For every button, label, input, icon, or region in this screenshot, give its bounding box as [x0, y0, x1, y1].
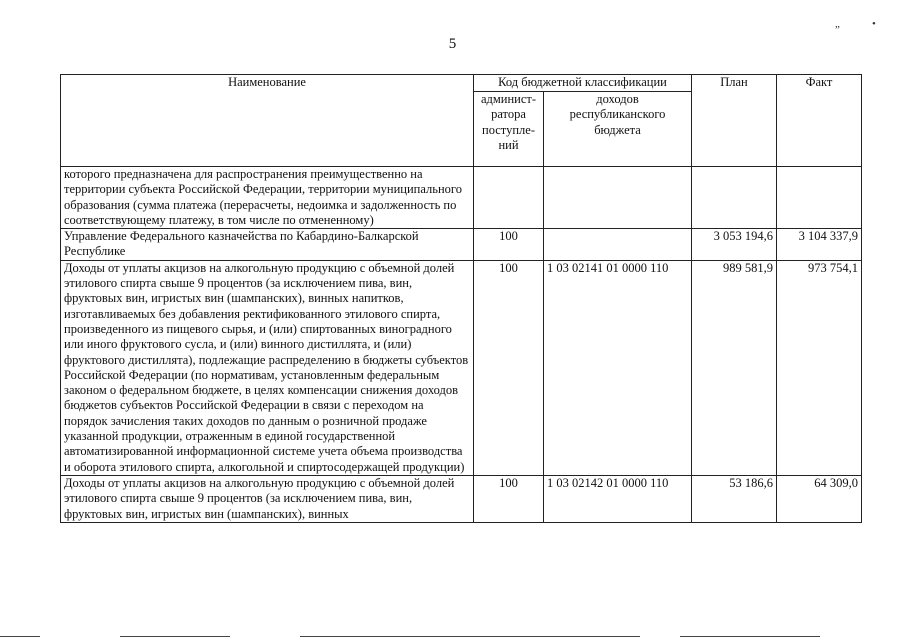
row-plan: 3 053 194,6: [692, 229, 777, 261]
row-fact: 64 309,0: [777, 475, 862, 522]
table-row: [61, 229, 862, 261]
budget-table: [60, 74, 862, 523]
header-revenue: доходов республиканского бюджета: [544, 92, 692, 167]
row-code: [544, 167, 692, 229]
footer-divider: [680, 636, 820, 637]
footer-divider: [300, 636, 640, 637]
row-name: Управление Федерального казначейства по Кабардино-Балкарской Республике: [61, 229, 474, 261]
page-number: 5: [448, 36, 457, 52]
footer-divider: [0, 636, 40, 637]
header-row-1: [61, 75, 862, 92]
row-fact: 973 754,1: [777, 260, 862, 475]
row-name: Доходы от уплаты акцизов на алкогольную продукцию с объемной долей этилового спирта свыше 9 процентов (за исключением пива, вин, фруктовых вин, игристых вин (шампанских), винных напитков, изготавливаемых без добавления ректификованного этилового спирта, произведенного из пищевого сырья, и (или) спиртованных виноградного или иного фруктового сусла, и (или) винного дистиллята, и (или) фруктового дистиллята), подлежащие распределению в бюджеты субъектов Российской Федерации (по нормативам, установленным федеральным законом о федеральном бюджете, в целях компенсации снижения доходов бюджетов субъектов Российской Федерации в связи с переходом на порядок зачисления таких доходов по данным о розничной продаже указанной продукции, отраженным в единой государственной автоматизированной информационной системе учета объема производства и оборота этилового спирта, алкогольной и спиртосодержащей продукции): [61, 260, 474, 475]
header-code-group: Код бюджетной классификации: [474, 75, 692, 92]
header-fact: Факт: [777, 75, 862, 167]
table-row: [61, 475, 862, 522]
row-plan: [692, 167, 777, 229]
row-code: 1 03 02142 01 0000 110: [544, 475, 692, 522]
table-row: [61, 260, 862, 475]
corner-mark-2: •: [872, 18, 876, 30]
row-plan: 989 581,9: [692, 260, 777, 475]
footer-divider: [120, 636, 230, 637]
row-plan: 53 186,6: [692, 475, 777, 522]
corner-mark-1: „: [835, 18, 840, 30]
row-code: 1 03 02141 01 0000 110: [544, 260, 692, 475]
header-admin: админист-ратора поступле-ний: [474, 92, 544, 167]
header-name: Наименование: [61, 75, 474, 167]
row-name: Доходы от уплаты акцизов на алкогольную продукцию с объемной долей этилового спирта свыше 9 процентов (за исключением пива, вин, фруктовых вин, игристых вин (шампанских), винных: [61, 475, 474, 522]
row-admin: [474, 167, 544, 229]
row-admin: 100: [474, 229, 544, 261]
row-admin: 100: [474, 475, 544, 522]
row-fact: [777, 167, 862, 229]
row-admin: 100: [474, 260, 544, 475]
table-row: [61, 167, 862, 229]
row-fact: 3 104 337,9: [777, 229, 862, 261]
header-plan: План: [692, 75, 777, 167]
row-code: [544, 229, 692, 261]
row-name: которого предназначена для распространения преимущественно на территории субъекта Российской Федерации, территории муниципального образования (сумма платежа (перерасчеты, недоимка и задолженность по соответствующему платежу, в том числе по отмененному): [61, 167, 474, 229]
